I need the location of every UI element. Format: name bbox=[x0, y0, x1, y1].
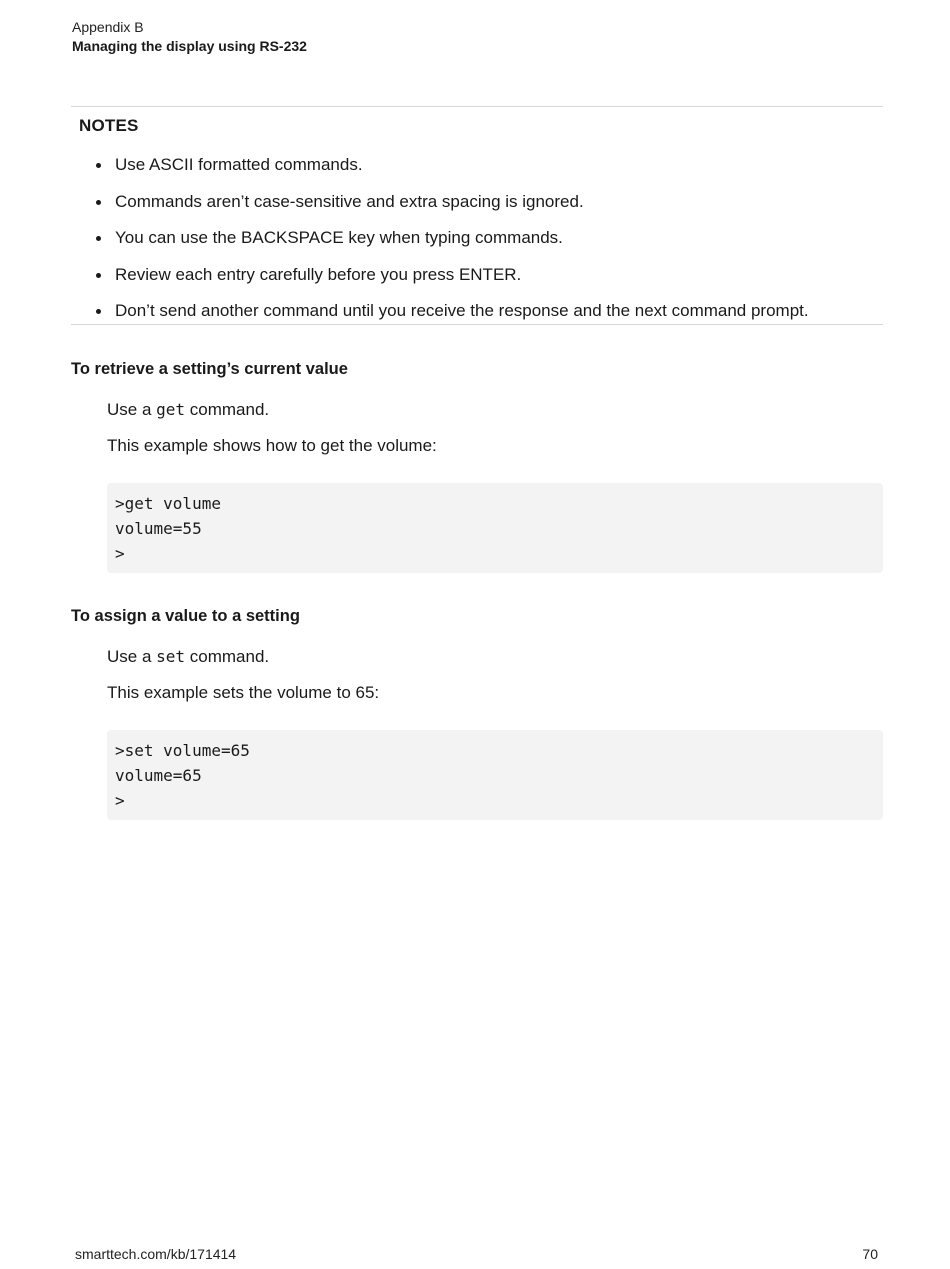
assign-usage-text bbox=[107, 645, 269, 669]
page-number: 70 bbox=[862, 1246, 878, 1262]
retrieve-usage-suffix: command. bbox=[185, 400, 270, 419]
code-line: > bbox=[115, 791, 125, 810]
code-line: volume=55 bbox=[115, 519, 202, 538]
footer-url: smarttech.com/kb/171414 bbox=[75, 1246, 237, 1262]
notes-item bbox=[71, 152, 883, 189]
section-title: Managing the display using RS-232 bbox=[72, 38, 307, 54]
retrieve-usage-text bbox=[107, 398, 269, 422]
bullet-icon bbox=[96, 200, 101, 205]
bullet-icon bbox=[96, 163, 101, 168]
notes-item-text: You can use the BACKSPACE key when typing commands. bbox=[115, 228, 563, 247]
retrieve-usage-prefix: Use a bbox=[107, 400, 157, 419]
assign-usage-suffix: command. bbox=[185, 647, 270, 666]
retrieve-heading: To retrieve a setting’s current value bbox=[71, 360, 348, 378]
code-line: >set volume=65 bbox=[115, 741, 250, 760]
notes-box bbox=[71, 106, 883, 325]
assign-usage-prefix: Use a bbox=[107, 647, 157, 666]
assign-heading: To assign a value to a setting bbox=[71, 607, 300, 625]
set-command-inline: set bbox=[156, 647, 186, 666]
notes-item-text: Use ASCII formatted commands. bbox=[115, 155, 363, 174]
appendix-label: Appendix B bbox=[72, 19, 144, 35]
notes-item-text: Commands aren’t case-sensitive and extra spacing is ignored. bbox=[115, 191, 584, 211]
bullet-icon bbox=[96, 273, 101, 278]
assign-example-text: This example sets the volume to 65: bbox=[107, 683, 380, 702]
notes-item bbox=[71, 262, 883, 299]
bullet-icon bbox=[96, 309, 101, 314]
notes-item-text: Review each entry carefully before you press ENTER. bbox=[115, 264, 522, 284]
code-line: >get volume bbox=[115, 494, 221, 513]
retrieve-example-text: This example shows how to get the volume: bbox=[107, 436, 437, 455]
assign-code-block bbox=[107, 730, 883, 820]
notes-title: NOTES bbox=[79, 116, 139, 135]
retrieve-code-block bbox=[107, 483, 883, 573]
code-line: volume=65 bbox=[115, 766, 202, 785]
notes-item bbox=[71, 298, 883, 335]
notes-item-text: Don’t send another command until you receive the response and the next command prompt. bbox=[115, 301, 809, 320]
notes-list bbox=[71, 152, 883, 335]
notes-item bbox=[71, 189, 883, 226]
get-command-inline: get bbox=[156, 400, 186, 419]
bullet-icon bbox=[96, 236, 101, 241]
page-header bbox=[72, 18, 307, 56]
notes-item bbox=[71, 225, 883, 262]
code-line: > bbox=[115, 544, 125, 563]
